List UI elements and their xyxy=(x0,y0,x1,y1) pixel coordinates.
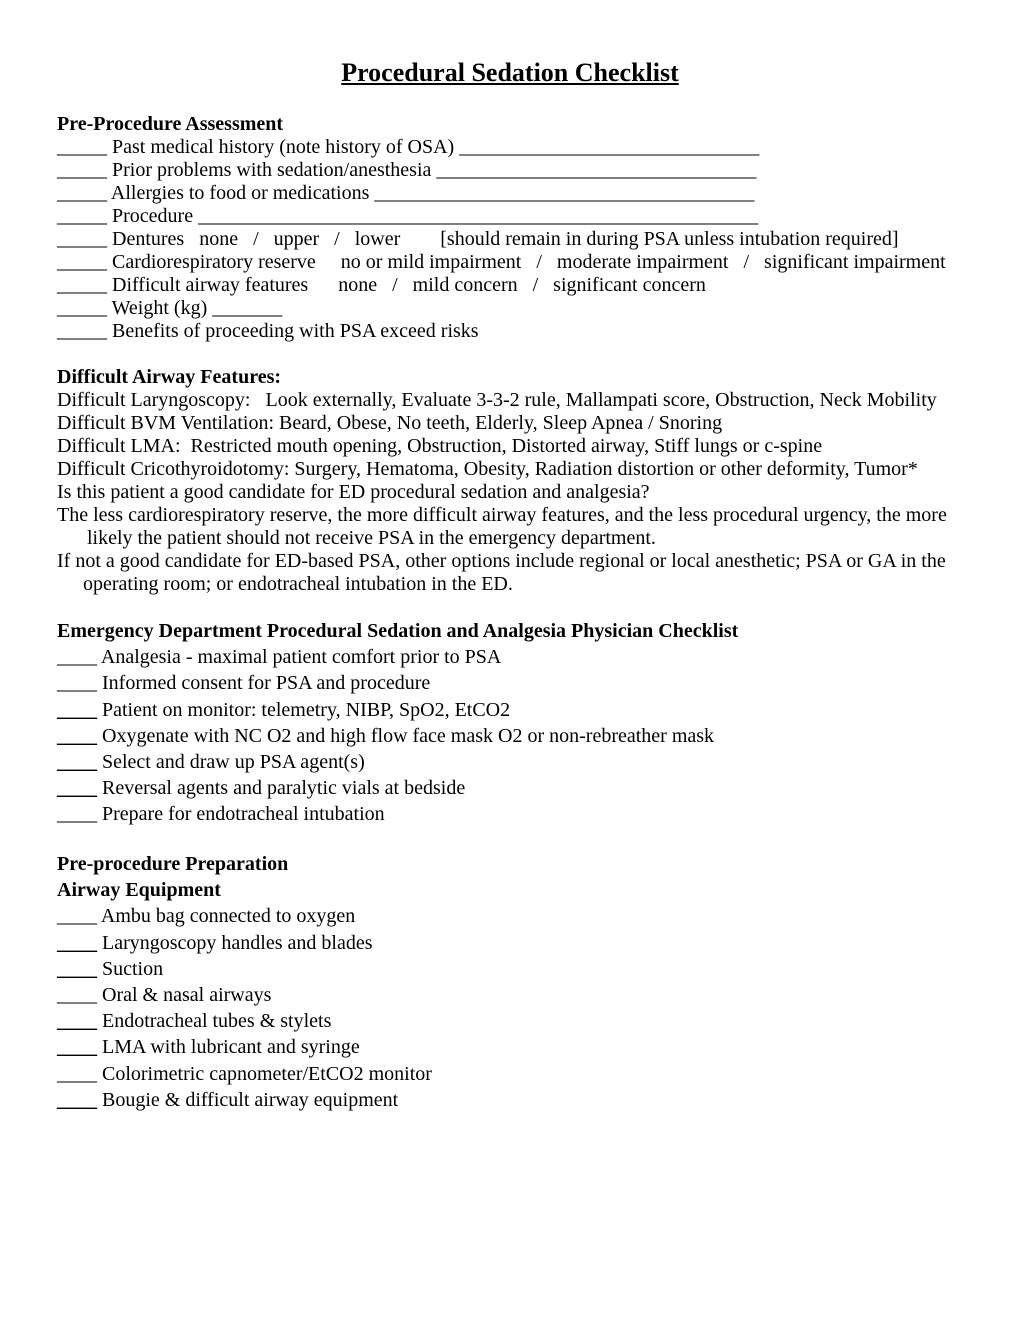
checklist-item-bougie xyxy=(57,1087,432,1113)
checkoff-blank[interactable]: ____ xyxy=(57,751,97,774)
checkoff-blank[interactable]: _____ xyxy=(57,297,107,319)
checkoff-blank[interactable]: _____ xyxy=(57,274,107,296)
checklist-item-past-medical-history xyxy=(57,136,946,159)
checklist-item-benefits xyxy=(57,320,946,343)
fill-in-blank[interactable]: ________________________________ xyxy=(436,159,757,181)
checkoff-blank[interactable]: ____ xyxy=(57,905,97,928)
checklist-item-procedure xyxy=(57,205,946,228)
section-pre-procedure-preparation xyxy=(57,851,432,1113)
item-label: Dentures none / upper / lower [should remain in during PSA unless intubation required] xyxy=(107,228,899,250)
item-label: Prepare for endotracheal intubation xyxy=(97,803,385,826)
item-label: Weight (kg) xyxy=(107,297,213,319)
fill-in-blank[interactable]: ______________________________ xyxy=(459,136,760,158)
checklist-item-cardiorespiratory-reserve xyxy=(57,251,946,274)
checkoff-blank[interactable]: _____ xyxy=(57,182,107,204)
checkoff-blank[interactable]: ____ xyxy=(57,1088,97,1111)
paragraph-line-less-reserve: The less cardiorespiratory reserve, the more difficult airway features, and the less procedural urgency, the more xyxy=(57,504,947,526)
paragraph-line-lma: Difficult LMA: Restricted mouth opening, Obstruction, Distorted airway, Stiff lungs or c-spine xyxy=(57,435,823,457)
paragraph-line-not-candidate-cont: operating room; or endotracheal intubation in the ED. xyxy=(83,573,513,595)
checkoff-blank[interactable]: ____ xyxy=(57,646,97,669)
item-label: Prior problems with sedation/anesthesia xyxy=(107,159,437,181)
item-label: Oxygenate with NC O2 and high flow face mask O2 or non-rebreather mask xyxy=(97,724,715,747)
checklist-item-prior-problems xyxy=(57,159,946,182)
checkoff-blank[interactable]: ____ xyxy=(57,672,97,695)
item-label: Difficult airway features none / mild concern / significant concern xyxy=(107,274,706,296)
item-label: Ambu bag connected to oxygen xyxy=(97,905,356,928)
section-heading-preparation: Pre-procedure Preparation xyxy=(57,853,289,875)
item-label: Procedure xyxy=(107,205,199,227)
checkoff-blank[interactable]: ____ xyxy=(57,957,97,980)
fill-in-blank[interactable]: ________________________________________________________ xyxy=(198,205,759,227)
item-label: Allergies to food or medications xyxy=(107,182,375,204)
section-heading-assessment: Pre-Procedure Assessment xyxy=(57,113,284,135)
checkoff-blank[interactable]: _____ xyxy=(57,159,107,181)
item-label: Analgesia - maximal patient comfort prior to PSA xyxy=(97,646,502,669)
checkoff-blank[interactable]: ____ xyxy=(57,984,97,1007)
section-subheading-airway-equipment: Airway Equipment xyxy=(57,879,221,902)
checklist-item-select-psa-agents xyxy=(57,749,738,775)
item-label: Suction xyxy=(97,957,164,980)
checklist-item-lma-lubricant xyxy=(57,1034,432,1060)
checklist-item-suction xyxy=(57,956,432,982)
checkoff-blank[interactable]: ____ xyxy=(57,724,97,747)
paragraph-line-less-reserve-cont: likely the patient should not receive PSA in the emergency department. xyxy=(87,527,656,549)
item-label: LMA with lubricant and syringe xyxy=(97,1036,360,1059)
checklist-item-analgesia xyxy=(57,644,738,670)
checklist-item-laryngoscopy-handles xyxy=(57,930,432,956)
checklist-item-informed-consent xyxy=(57,670,738,696)
document-header xyxy=(0,58,1020,88)
checkoff-blank[interactable]: _____ xyxy=(57,320,107,342)
item-label: Bougie & difficult airway equipment xyxy=(97,1088,399,1111)
item-label: Reversal agents and paralytic vials at bedside xyxy=(97,777,466,800)
checklist-item-oral-nasal-airways xyxy=(57,982,432,1008)
checklist-item-colorimetric-capnometer xyxy=(57,1061,432,1087)
paragraph-line-not-candidate: If not a good candidate for ED-based PSA, other options include regional or local anesthetic; PSA or GA in the xyxy=(57,550,946,572)
checkoff-blank[interactable]: _____ xyxy=(57,251,107,273)
checkoff-blank[interactable]: ____ xyxy=(57,803,97,826)
item-label: Oral & nasal airways xyxy=(97,984,272,1007)
item-label: Benefits of proceeding with PSA exceed risks xyxy=(107,320,479,342)
item-label: Cardiorespiratory reserve no or mild impairment / moderate impairment / significant impairment xyxy=(107,251,946,273)
checklist-item-weight xyxy=(57,297,946,320)
item-label: Patient on monitor: telemetry, NIBP, SpO2, EtCO2 xyxy=(97,698,511,721)
item-label: Informed consent for PSA and procedure xyxy=(97,672,431,695)
item-label: Laryngoscopy handles and blades xyxy=(97,931,373,954)
paragraph-line-candidate-question: Is this patient a good candidate for ED procedural sedation and analgesia? xyxy=(57,481,650,503)
paragraph-line-cricothyroidotomy: Difficult Cricothyroidotomy: Surgery, Hematoma, Obesity, Radiation distortion or other deformity, Tumor* xyxy=(57,458,918,480)
checklist-item-oxygenate xyxy=(57,723,738,749)
item-label: Past medical history (note history of OSA) xyxy=(107,136,460,158)
section-difficult-airway-features xyxy=(57,366,947,596)
fill-in-blank[interactable]: _______ xyxy=(212,297,283,319)
checklist-item-difficult-airway-features xyxy=(57,274,946,297)
checkoff-blank[interactable]: ____ xyxy=(57,1010,97,1033)
checklist-item-reversal-agents xyxy=(57,775,738,801)
checkoff-blank[interactable]: ____ xyxy=(57,931,97,954)
section-heading-ed-checklist: Emergency Department Procedural Sedation and Analgesia Physician Checklist xyxy=(57,620,739,642)
section-ed-physician-checklist xyxy=(57,618,738,828)
checklist-item-allergies xyxy=(57,182,946,205)
item-label: Colorimetric capnometer/EtCO2 monitor xyxy=(97,1062,432,1085)
checkoff-blank[interactable]: ____ xyxy=(57,698,97,721)
paragraph-line-bvm: Difficult BVM Ventilation: Beard, Obese, No teeth, Elderly, Sleep Apnea / Snoring xyxy=(57,412,723,434)
section-heading-difficult-airway: Difficult Airway Features: xyxy=(57,366,282,388)
checklist-item-prepare-intubation xyxy=(57,801,738,827)
checklist-item-ambu-bag xyxy=(57,903,432,929)
document-title: Procedural Sedation Checklist xyxy=(341,58,679,87)
checklist-item-patient-on-monitor xyxy=(57,697,738,723)
fill-in-blank[interactable]: ______________________________________ xyxy=(374,182,755,204)
checkoff-blank[interactable]: _____ xyxy=(57,205,107,227)
checklist-item-endotracheal-tubes xyxy=(57,1008,432,1034)
paragraph-line-laryngoscopy: Difficult Laryngoscopy: Look externally, Evaluate 3-3-2 rule, Mallampati score, Obstruction, Neck Mobility xyxy=(57,389,937,411)
item-label: Select and draw up PSA agent(s) xyxy=(97,751,365,774)
checkoff-blank[interactable]: ____ xyxy=(57,777,97,800)
checklist-item-dentures xyxy=(57,228,946,251)
section-pre-procedure-assessment xyxy=(57,113,946,343)
item-label: Endotracheal tubes & stylets xyxy=(97,1010,332,1033)
checkoff-blank[interactable]: _____ xyxy=(57,136,107,158)
checkoff-blank[interactable]: ____ xyxy=(57,1036,97,1059)
checkoff-blank[interactable]: _____ xyxy=(57,228,107,250)
checkoff-blank[interactable]: ____ xyxy=(57,1062,97,1085)
